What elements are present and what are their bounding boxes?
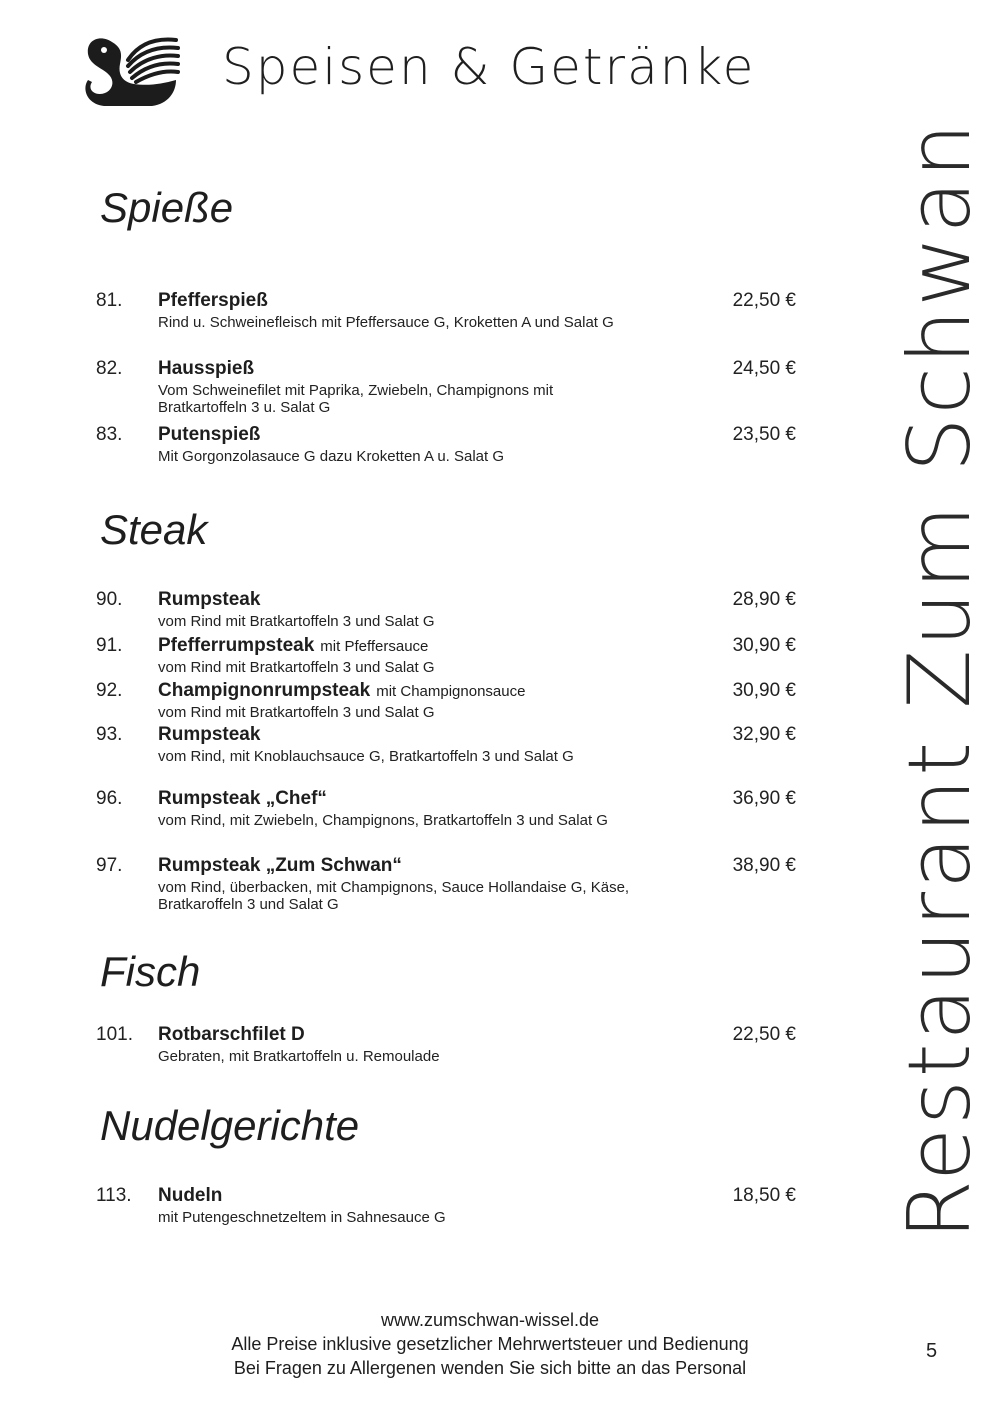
item-number: 90. <box>96 589 123 610</box>
footer-website-link[interactable]: www.zumschwan-wissel.de <box>380 1310 600 1330</box>
item-description: vom Rind, mit Zwiebeln, Champignons, Bratkartoffeln 3 und Salat G <box>158 812 608 829</box>
section-heading-spiesse: Spieße <box>100 184 234 231</box>
section-heading-fisch: Fisch <box>100 948 201 995</box>
item-description: Mit Gorgonzolasauce G dazu Kroketten A u. Salat G <box>158 448 505 465</box>
swan-logo-icon <box>82 30 180 118</box>
item-number: 93. <box>96 724 123 745</box>
item-description: vom Rind mit Bratkartoffeln 3 und Salat G <box>158 613 435 630</box>
item-number: 82. <box>96 358 123 379</box>
item-price: 36,90 € <box>732 788 796 809</box>
item-name-text: Champignonrumpsteak <box>158 680 371 701</box>
item-price: 38,90 € <box>732 855 796 876</box>
item-description: vom Rind, mit Knoblauchsauce G, Bratkartoffeln 3 und Salat G <box>158 748 574 765</box>
item-price: 23,50 € <box>732 424 796 445</box>
item-price: 30,90 € <box>732 680 796 701</box>
item-description: vom Rind mit Bratkartoffeln 3 und Salat G <box>158 659 435 676</box>
item-name <box>158 635 428 657</box>
item-name-text: Pfefferrumpsteak <box>158 635 315 656</box>
item-price: 30,90 € <box>732 635 796 656</box>
item-number: 92. <box>96 680 123 701</box>
item-number: 101. <box>96 1024 133 1045</box>
item-name: Putenspieß <box>158 424 261 445</box>
item-name: Rotbarschfilet D <box>158 1024 305 1045</box>
item-number: 97. <box>96 855 123 876</box>
item-description: vom Rind, überbacken, mit Champignons, Sauce Hollandaise G, Käse, Bratkaroffeln 3 und Salat G <box>158 879 630 913</box>
page-title: Speisen & Getränke <box>222 38 756 96</box>
item-name: Rumpsteak „Chef“ <box>158 788 327 809</box>
footer-tax-note: Alle Preise inklusive gesetzlicher Mehrwertsteuer und Bedienung <box>231 1334 749 1354</box>
item-description: mit Putengeschnetzeltem in Sahnesauce G <box>158 1209 446 1226</box>
item-number: 81. <box>96 290 123 311</box>
item-number: 91. <box>96 635 123 656</box>
item-description: Rind u. Schweinefleisch mit Pfeffersauce G, Kroketten A und Salat G <box>158 314 614 331</box>
item-number: 83. <box>96 424 123 445</box>
page-number: 5 <box>926 1340 938 1362</box>
item-name-note: mit Champignonsauce <box>376 683 526 700</box>
footer <box>160 1308 820 1380</box>
item-price: 32,90 € <box>732 724 796 745</box>
item-price: 22,50 € <box>732 290 796 311</box>
item-name: Rumpsteak <box>158 589 261 610</box>
item-description: vom Rind mit Bratkartoffeln 3 und Salat G <box>158 704 435 721</box>
item-price: 28,90 € <box>732 589 796 610</box>
item-price: 24,50 € <box>732 358 796 379</box>
footer-allergen-note: Bei Fragen zu Allergenen wenden Sie sich bitte an das Personal <box>233 1358 747 1378</box>
section-heading-nudelgerichte: Nudelgerichte <box>100 1102 360 1149</box>
restaurant-name-vertical: Restaurant Zum Schwan <box>890 120 990 1240</box>
item-name-note: mit Pfeffersauce <box>320 638 429 655</box>
item-number: 113. <box>96 1185 132 1206</box>
item-name: Rumpsteak „Zum Schwan“ <box>158 855 402 876</box>
item-price: 22,50 € <box>732 1024 796 1045</box>
item-name <box>158 680 525 702</box>
item-name: Pfefferspieß <box>158 290 268 311</box>
section-heading-steak: Steak <box>100 506 208 553</box>
item-number: 96. <box>96 788 123 809</box>
item-description: Vom Schweinefilet mit Paprika, Zwiebeln, Champignons mit Bratkartoffeln 3 u. Salat G <box>158 382 554 416</box>
item-description: Gebraten, mit Bratkartoffeln u. Remoulade <box>158 1048 440 1065</box>
item-name: Hausspieß <box>158 358 255 379</box>
item-price: 18,50 € <box>732 1185 796 1206</box>
item-name: Nudeln <box>158 1185 223 1206</box>
item-name: Rumpsteak <box>158 724 261 745</box>
